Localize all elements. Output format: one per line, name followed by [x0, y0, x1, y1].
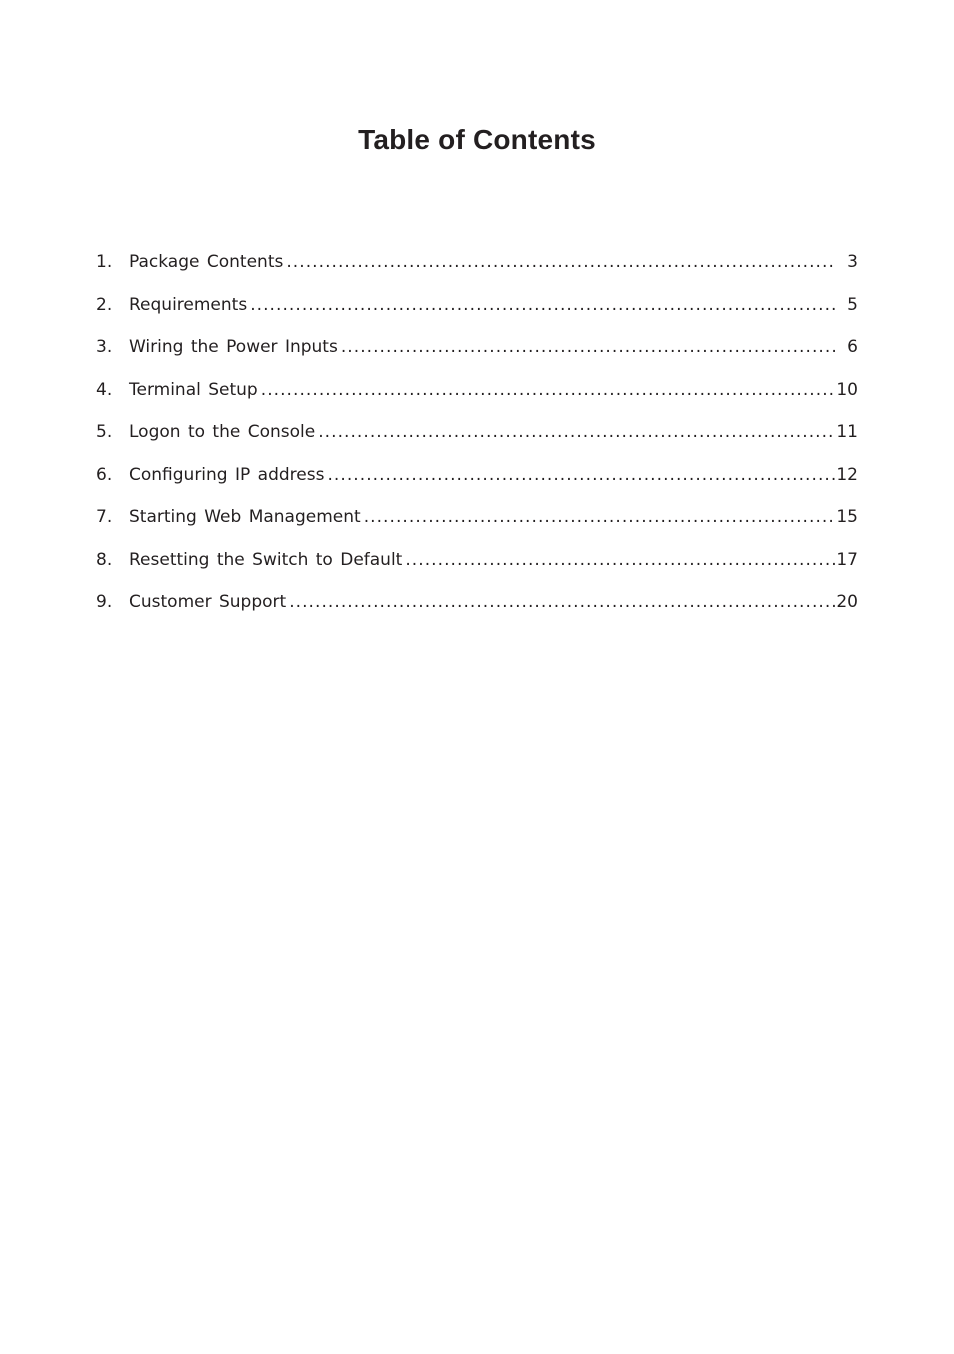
- toc-entry-number: 5.: [96, 422, 113, 442]
- toc-entry-number: 2.: [96, 294, 113, 315]
- toc-entry[interactable]: [96, 284, 858, 327]
- toc-entry[interactable]: [96, 496, 858, 539]
- toc-dot-leader: [327, 454, 836, 497]
- toc-entry-page: 15: [836, 507, 858, 527]
- toc-entry-page: 12: [836, 464, 858, 485]
- toc-entry-title: Resetting the Switch to Default: [129, 549, 403, 570]
- toc-entry[interactable]: [96, 539, 858, 582]
- toc-entry-number: 1.: [96, 252, 113, 272]
- toc-entry[interactable]: [96, 454, 858, 497]
- toc-entry-title: Logon to the Console: [129, 422, 316, 442]
- toc-entry-page: 6: [847, 337, 858, 357]
- toc-entry-number: 4.: [96, 379, 113, 400]
- toc-entry[interactable]: [96, 369, 858, 412]
- toc-entry-title: Terminal Setup: [129, 379, 258, 400]
- toc-entry-page: 10: [836, 379, 858, 400]
- toc-entry-number: 7.: [96, 507, 113, 527]
- toc-entry[interactable]: [96, 241, 858, 284]
- toc-entry[interactable]: [96, 411, 858, 454]
- toc-entry-number: 8.: [96, 549, 113, 570]
- toc-dot-leader: [405, 539, 836, 582]
- toc-entry-page: 20: [836, 592, 858, 612]
- toc-entry-number: 9.: [96, 592, 113, 612]
- toc-entry-page: 17: [836, 549, 858, 570]
- toc-dot-leader: [286, 241, 836, 284]
- toc-dot-leader: [364, 496, 836, 539]
- toc-entry-title: Customer Support: [129, 592, 287, 612]
- toc-entry-number: 3.: [96, 337, 113, 357]
- toc-entry-title: Requirements: [129, 294, 248, 315]
- toc-dot-leader: [250, 284, 836, 327]
- toc-entry-title: Wiring the Power Inputs: [129, 337, 338, 357]
- toc-entry-title: Starting Web Management: [129, 507, 361, 527]
- toc-entry[interactable]: [96, 581, 858, 624]
- toc-entry[interactable]: [96, 326, 858, 369]
- toc-entry-page: 3: [847, 252, 858, 272]
- toc-dot-leader: [318, 411, 836, 454]
- toc-entry-page: 11: [836, 422, 858, 442]
- toc-dot-leader: [261, 369, 836, 412]
- page-title: Table of Contents: [358, 124, 596, 155]
- toc-dot-leader: [341, 326, 836, 369]
- toc-list: [96, 241, 858, 624]
- toc-entry-page: 5: [847, 294, 858, 315]
- toc-dot-leader: [289, 581, 836, 624]
- toc-entry-number: 6.: [96, 464, 113, 485]
- toc-entry-title: Configuring IP address: [129, 464, 325, 485]
- toc-entry-title: Package Contents: [129, 252, 284, 272]
